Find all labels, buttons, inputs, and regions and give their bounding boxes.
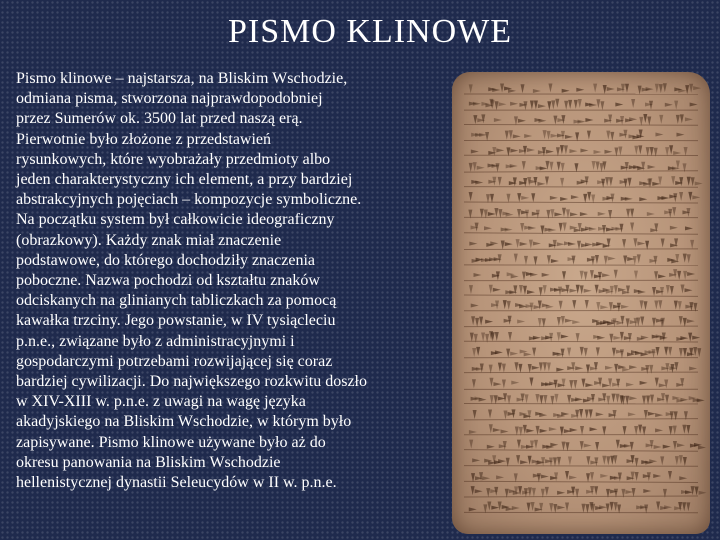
body-line: jeden charakterystyczny ich element, a przy bardziej — [16, 171, 353, 189]
body-line: hellenistycznej dynastii Seleucydów w II w. p.n.e. — [16, 474, 337, 492]
body-line: bardziej cywilizacji. Do największego rozkwitu doszło — [16, 373, 367, 391]
body-line: Na początku system był całkowicie ideograficzny — [16, 211, 335, 229]
body-line: odmiana pisma, stworzona najprawdopodobniej — [16, 90, 323, 108]
body-line: rysunkowych, które wyobrażały przedmioty albo — [16, 150, 331, 168]
body-line: podstawowe, do którego dochodziły znaczenia — [16, 251, 316, 269]
body-line: odciskanych na glinianych tabliczkach za pomocą — [16, 292, 337, 310]
body-line: okresu panowania na Bliskim Wschodzie — [16, 453, 281, 471]
body-line: Pismo klinowe – najstarsza, na Bliskim Wschodzie, — [16, 70, 348, 87]
body-line: akadyjskiego na Bliskim Wschodzie, w którym było — [16, 413, 352, 431]
cuneiform-marks — [452, 72, 710, 534]
body-line: gospodarczymi potrzebami rozwijającej się coraz — [16, 352, 333, 370]
body-line: przez Sumerów ok. 3500 lat przed naszą erą. — [16, 110, 303, 128]
body-line: zapisywane. Pismo klinowe używane było aż do — [16, 433, 326, 451]
slide-title: PISMO KLINOWE — [227, 13, 513, 50]
cuneiform-tablet-image — [452, 72, 710, 534]
slide-body-text — [16, 69, 460, 493]
body-line: poboczne. Nazwa pochodzi od kształtu znaków — [16, 272, 320, 290]
body-line: (obrazkowy). Każdy znak miał znaczenie — [16, 231, 282, 249]
body-line: w XIV-XIII w. p.n.e. z uwagi na wagę języka — [16, 393, 306, 411]
body-line: Pierwotnie było złożone z przedstawień — [16, 130, 272, 148]
body-line: kawałka trzciny. Jego powstanie, w IV tysiącleciu — [16, 312, 336, 330]
body-line: p.n.e., związane było z administracyjnymi i — [16, 332, 295, 350]
body-line: abstrakcyjnych pojęciach – kompozycje symboliczne. — [16, 191, 362, 209]
